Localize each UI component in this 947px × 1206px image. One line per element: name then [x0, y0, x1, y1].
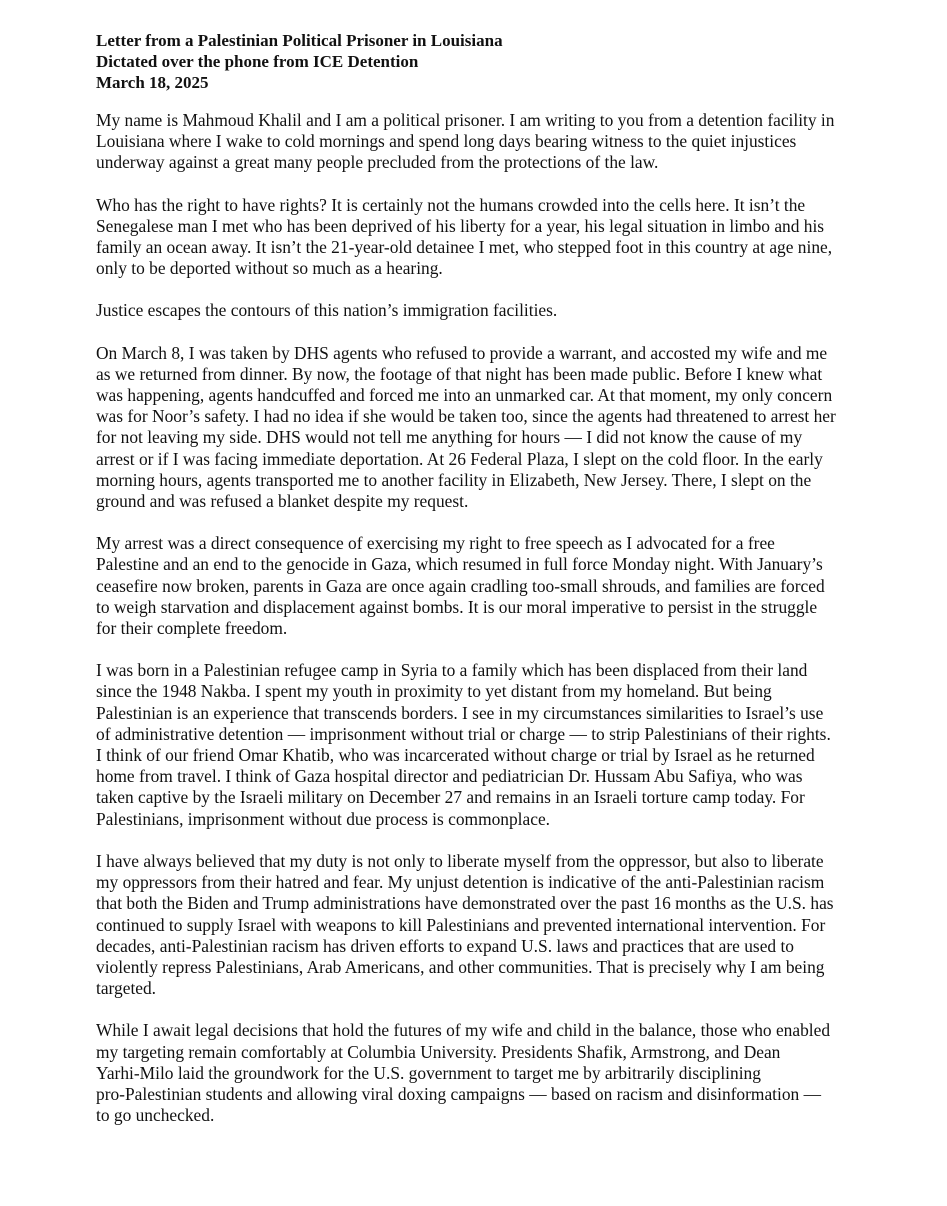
paragraph-line: Palestine and an end to the genocide in Gaza, which resumed in full force Monday night. With January’s	[96, 554, 823, 575]
paragraph-line: to go unchecked.	[96, 1105, 215, 1126]
letter-header	[96, 30, 886, 93]
paragraph-line: Palestinians, imprisonment without due process is commonplace.	[96, 808, 551, 829]
paragraph-line: as we returned from dinner. By now, the footage of that night has been made public. Before I knew what	[96, 363, 823, 384]
paragraph-5	[96, 533, 886, 639]
paragraph-line: arrest or if I was facing immediate deportation. At 26 Federal Plaza, I slept on the cold floor. In the early	[96, 448, 823, 469]
paragraph-3	[96, 300, 886, 321]
paragraph-line: ceasefire now broken, parents in Gaza are once again cradling too-small shrouds, and families are forced	[96, 575, 825, 596]
paragraph-8	[96, 1020, 886, 1126]
paragraph-line: family an ocean away. It isn’t the 21-year-old detainee I met, who stepped foot in this country at age nine,	[96, 237, 833, 258]
letter-body	[96, 110, 886, 1126]
paragraph-line: I have always believed that my duty is not only to liberate myself from the oppressor, but also to liberate	[96, 850, 824, 871]
paragraph-line: only to be deported without so much as a hearing.	[96, 258, 443, 279]
paragraph-line: for not leaving my side. DHS would not tell me anything for hours — I did not know the cause of my	[96, 427, 803, 448]
paragraph-2	[96, 195, 886, 280]
paragraph-4	[96, 343, 886, 513]
letter-page	[96, 30, 886, 1147]
paragraph-line: my oppressors from their hatred and fear. My unjust detention is indicative of the anti-Palestinian racism	[96, 872, 825, 893]
paragraph-line: Who has the right to have rights? It is certainly not the humans crowded into the cells here. It isn’t the	[96, 194, 806, 215]
paragraph-line: I think of our friend Omar Khatib, who was incarcerated without charge or trial by Israel as he returned	[96, 745, 815, 766]
paragraph-line: was for Noor’s safety. I had no idea if she would be taken too, since the agents had threatened to arrest her	[96, 406, 836, 427]
paragraph-line: targeted.	[96, 978, 157, 999]
paragraph-line: to weigh starvation and displacement against bombs. It is our moral imperative to persist in the struggle	[96, 596, 818, 617]
paragraph-line: Louisiana where I wake to cold mornings and spend long days bearing witness to the quiet injustices	[96, 131, 797, 152]
letter-date: March 18, 2025	[96, 73, 209, 92]
paragraph-line: pro-Palestinian students and allowing viral doxing campaigns — based on racism and disinformation —	[96, 1083, 821, 1104]
paragraph-line: underway against a great many people precluded from the protections of the law.	[96, 152, 659, 173]
paragraph-line: home from travel. I think of Gaza hospital director and pediatrician Dr. Hussam Abu Safiya, who was	[96, 766, 803, 787]
paragraph-line: for their complete freedom.	[96, 618, 288, 639]
paragraph-line: On March 8, I was taken by DHS agents who refused to provide a warrant, and accosted my wife and me	[96, 342, 828, 363]
paragraph-line: decades, anti-Palestinian racism has driven efforts to expand U.S. laws and practices that are used to	[96, 935, 794, 956]
paragraph-line: was happening, agents handcuffed and forced me into an unmarked car. At that moment, my only concern	[96, 385, 833, 406]
paragraph-line: Justice escapes the contours of this nation’s immigration facilities.	[96, 300, 558, 321]
paragraph-line: Senegalese man I met who has been deprived of his liberty for a year, his legal situation in limbo and his	[96, 215, 825, 236]
paragraph-7	[96, 851, 886, 999]
paragraph-line: taken captive by the Israeli military on December 27 and remains in an Israeli torture camp today. For	[96, 787, 805, 808]
letter-title: Letter from a Palestinian Political Prisoner in Louisiana	[96, 31, 503, 50]
paragraph-line: While I await legal decisions that hold the futures of my wife and child in the balance, those who enabled	[96, 1020, 831, 1041]
paragraph-line: My arrest was a direct consequence of exercising my right to free speech as I advocated for a free	[96, 533, 775, 554]
paragraph-line: I was born in a Palestinian refugee camp in Syria to a family which has been displaced from their land	[96, 660, 808, 681]
paragraph-1	[96, 110, 886, 174]
paragraph-line: since the 1948 Nakba. I spent my youth in proximity to yet distant from my homeland. But being	[96, 681, 772, 702]
paragraph-line: Yarhi-Milo laid the groundwork for the U.S. government to target me by arbitrarily disciplining	[96, 1062, 761, 1083]
letter-subtitle: Dictated over the phone from ICE Detention	[96, 52, 419, 71]
paragraph-line: Palestinian is an experience that transcends borders. I see in my circumstances similarities to Israel’s use	[96, 702, 824, 723]
paragraph-line: My name is Mahmoud Khalil and I am a political prisoner. I am writing to you from a detention facility in	[96, 110, 835, 130]
paragraph-line: ground and was refused a blanket despite my request.	[96, 491, 469, 512]
paragraph-6	[96, 660, 886, 830]
paragraph-line: of administrative detention — imprisonment without trial or charge — to strip Palestinians of their rights.	[96, 723, 831, 744]
paragraph-line: my targeting remain comfortably at Columbia University. Presidents Shafik, Armstrong, and Dean	[96, 1041, 781, 1062]
paragraph-line: violently repress Palestinians, Arab Americans, and other communities. That is precisely why I am being	[96, 956, 825, 977]
paragraph-line: morning hours, agents transported me to another facility in Elizabeth, New Jersey. There, I slept on the	[96, 469, 812, 490]
paragraph-line: that both the Biden and Trump administrations have demonstrated over the past 16 months as the U.S. has	[96, 893, 834, 914]
paragraph-line: continued to supply Israel with weapons to kill Palestinians and prevented international intervention. For	[96, 914, 826, 935]
